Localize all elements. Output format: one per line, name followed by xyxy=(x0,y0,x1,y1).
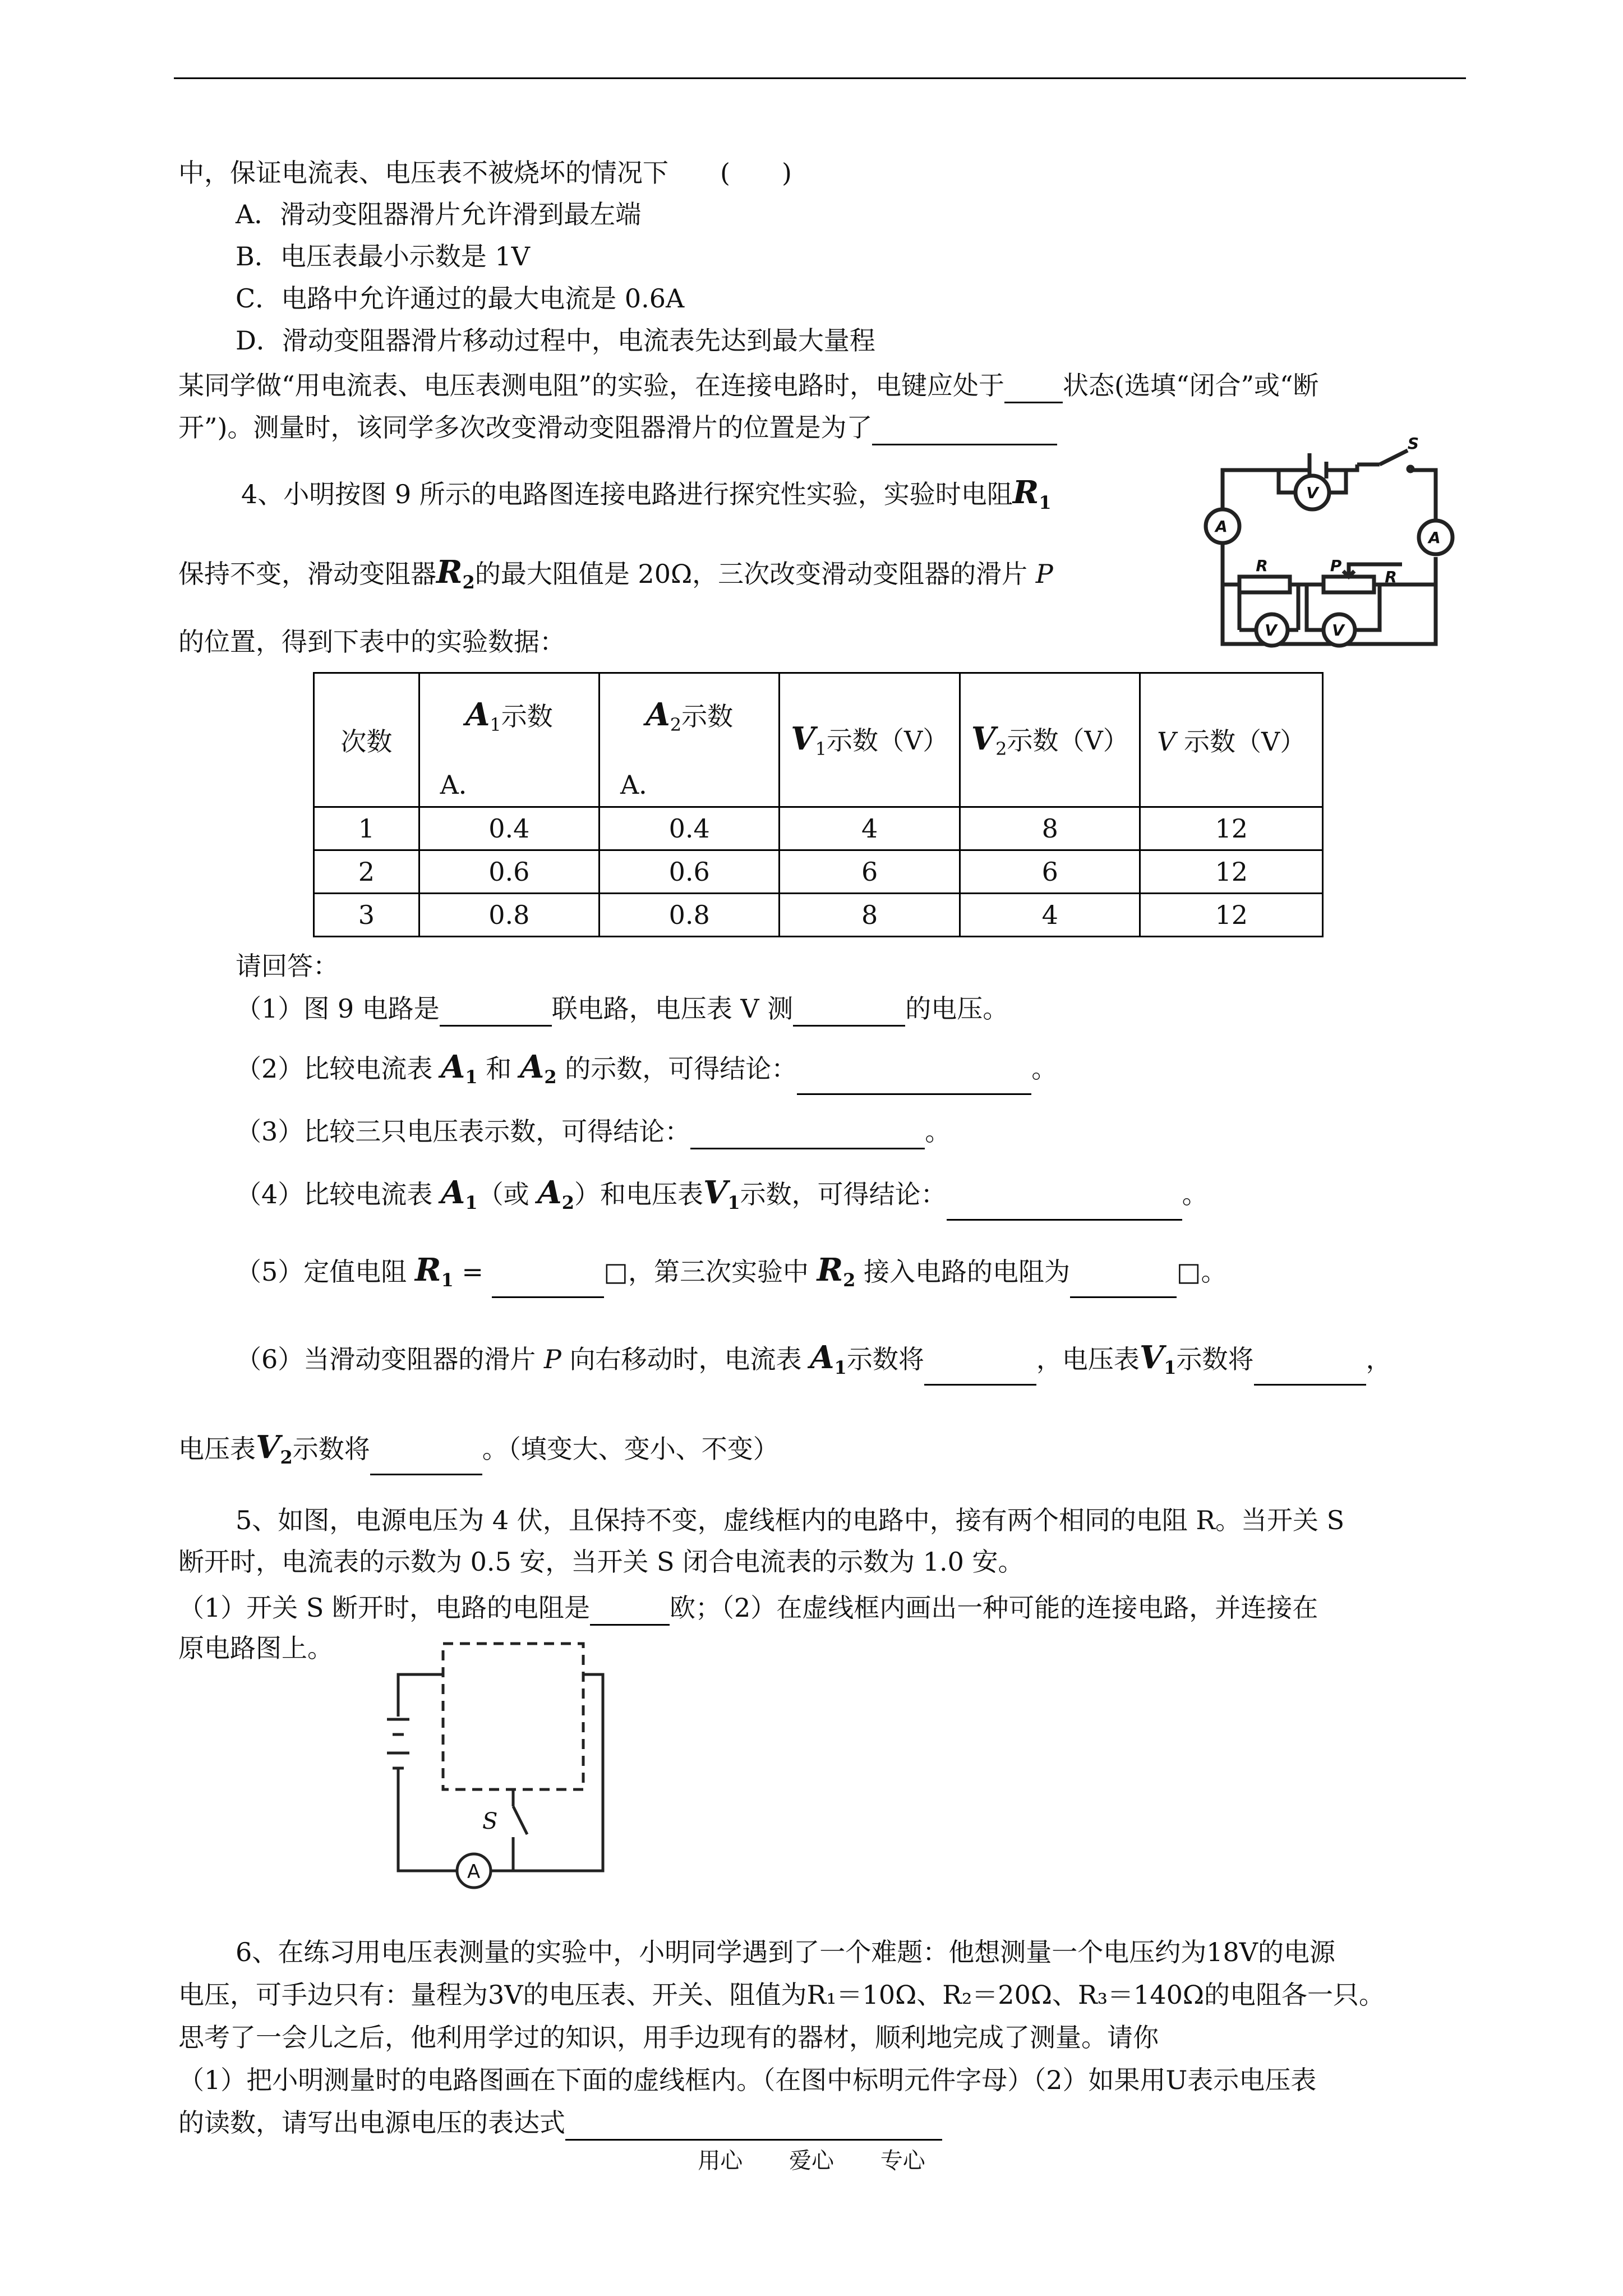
fig9-v1-label: V xyxy=(1265,621,1277,639)
cell: 0.4 xyxy=(419,807,599,850)
cell: 8 xyxy=(960,807,1140,850)
cell: 0.4 xyxy=(600,807,780,850)
blank[interactable] xyxy=(1070,1268,1177,1298)
q4-sub-6: （6）当滑动变阻器的滑片 P 向右移动时，电流表 $A_1$示数将 ，电压表$V_1$示数将 ， xyxy=(236,1340,1392,1386)
cell: 12 xyxy=(1140,850,1323,894)
blank[interactable] xyxy=(1254,1356,1366,1386)
extra-line-1: 某同学做“用电流表、电压表测电阻”的实验，在连接电路时，电键应处于 状态(选填“闭合”或“断 xyxy=(178,367,1319,403)
q5-ammeter-label: A xyxy=(467,1861,481,1883)
cell: 2 xyxy=(314,850,419,894)
q4-sub-2: （2）比较电流表 $A_1$ 和 $A_2$ 的示数，可得结论： 。 xyxy=(236,1049,1057,1095)
blank[interactable] xyxy=(370,1446,482,1475)
fig9-r1-label: R xyxy=(1256,556,1268,575)
fig9-s-label: S xyxy=(1407,436,1419,453)
table-header-row xyxy=(314,673,1323,807)
fig9-v2-label: V xyxy=(1332,621,1344,639)
cell: 12 xyxy=(1140,894,1323,937)
q4-sub-6-cont: 电压表$V_2$示数将 。（填变大、变小、不变） xyxy=(178,1429,779,1475)
table-row xyxy=(314,850,1323,894)
table-row xyxy=(314,894,1323,937)
q4-sub-5: （5）定值电阻 $R_1$ = □，第三次实验中 $R_2$ 接入电路的电阻为 □。 xyxy=(236,1252,1227,1298)
blank[interactable] xyxy=(590,1596,670,1626)
cell: 3 xyxy=(314,894,419,937)
header-rule xyxy=(174,77,1466,79)
blank[interactable] xyxy=(924,1356,1036,1386)
blank[interactable] xyxy=(797,1065,1031,1095)
blank[interactable] xyxy=(690,1120,925,1149)
q5-circuit-figure xyxy=(387,1638,628,1902)
q6-line-2: 电压，可手边只有：量程为3V的电压表、开关、阻值为R₁＝10Ω、R₂＝20Ω、R₃＝140Ω的电阻各一只。 xyxy=(178,1980,1385,2010)
q6-line-3: 思考了一会儿之后，他利用学过的知识，用手边现有的器材，顺利地完成了测量。请你 xyxy=(178,2022,1159,2053)
q4-answer-prompt: 请回答： xyxy=(236,951,339,981)
q5-line-1: 5、如图，电源电压为 4 伏，且保持不变，虚线框内的电路中，接有两个相同的电阻 R。当开关 S xyxy=(236,1505,1345,1535)
cell: 6 xyxy=(960,850,1140,894)
q6-line-4: （1）把小明测量时的电路图画在下面的虚线框内。（在图中标明元件字母）（2）如果用U表示电压表 xyxy=(178,2065,1317,2095)
q5-line-2: 断开时，电流表的示数为 0.5 安，当开关 S 闭合电流表的示数为 1.0 安。 xyxy=(178,1547,1024,1577)
header-count: 次数 xyxy=(314,673,419,807)
q3-option-a: A．滑动变阻器滑片允许滑到最左端 xyxy=(236,199,642,229)
fig9-a2-label: A xyxy=(1428,528,1441,547)
blank[interactable] xyxy=(947,1191,1182,1221)
fig9-v-label: V xyxy=(1306,484,1318,502)
blank[interactable] xyxy=(565,2111,942,2141)
q4-sub-4: （4）比较电流表 $A_1$（或 $A_2$）和电压表$V_1$示数，可得结论： 。 xyxy=(236,1175,1208,1221)
blank[interactable] xyxy=(492,1268,604,1298)
blank[interactable] xyxy=(1004,374,1063,403)
page-footer: 用心 爱心 专心 xyxy=(698,2148,925,2174)
q4-line-1: 4、小明按图 9 所示的电路图连接电路进行探究性实验，实验时电阻$R_1$ xyxy=(241,474,1052,513)
q3-option-d: D．滑动变阻器滑片移动过程中，电流表先达到最大量程 xyxy=(236,325,875,356)
figure-9-circuit xyxy=(1166,436,1469,672)
cell: 1 xyxy=(314,807,419,850)
q4-sub-3: （3）比较三只电压表示数，可得结论： 。 xyxy=(236,1114,951,1149)
extra-line-2: 开”)。测量时，该同学多次改变滑动变阻器滑片的位置是为了 xyxy=(178,409,1057,445)
cell: 8 xyxy=(780,894,960,937)
q5-line-3: （1）开关 S 断开时，电路的电阻是 欧；（2）在虚线框内画出一种可能的连接电路，并连接在 xyxy=(178,1590,1318,1626)
header-v2: $V_2$示数（V） xyxy=(960,673,1140,807)
fig9-r2-label: R xyxy=(1385,568,1397,586)
data-table xyxy=(313,672,1324,937)
q6-line-5: 的读数，请写出电源电压的表达式 xyxy=(178,2105,942,2141)
header-v1: $V_1$示数（V） xyxy=(780,673,960,807)
q3-option-c: C．电路中允许通过的最大电流是 0.6A xyxy=(236,283,685,314)
q5-switch-label: S xyxy=(482,1809,498,1834)
blank[interactable] xyxy=(440,997,552,1027)
q6-line-1: 6、在练习用电压表测量的实验中，小明同学遇到了一个难题：他想测量一个电压约为18V的电源 xyxy=(236,1937,1336,1967)
cell: 0.8 xyxy=(600,894,780,937)
q3-option-b: B．电压表最小示数是 1V xyxy=(236,241,530,272)
q5-line-4: 原电路图上。 xyxy=(178,1633,333,1663)
header-v: V 示数（V） xyxy=(1140,673,1323,807)
q4-line-3: 的位置，得到下表中的实验数据： xyxy=(178,627,565,657)
cell: 12 xyxy=(1140,807,1323,850)
blank[interactable] xyxy=(872,416,1057,445)
cell: 0.6 xyxy=(600,850,780,894)
cell: 4 xyxy=(960,894,1140,937)
header-a1: $A_1$示数 A． xyxy=(419,673,599,807)
blank[interactable] xyxy=(793,997,905,1027)
q4-sub-1: （1）图 9 电路是 联电路，电压表 V 测 的电压。 xyxy=(236,991,1008,1027)
q4-line-2: 保持不变，滑动变阻器$R_2$的最大阻值是 20Ω，三次改变滑动变阻器的滑片 P xyxy=(178,554,1053,593)
cell: 6 xyxy=(780,850,960,894)
q3-line: 中，保证电流表、电压表不被烧坏的情况下 ( ) xyxy=(178,158,792,188)
cell: 0.6 xyxy=(419,850,599,894)
table-row xyxy=(314,807,1323,850)
header-a2: $A_2$示数 A． xyxy=(600,673,780,807)
fig9-a1-label: A xyxy=(1215,517,1228,536)
cell: 0.8 xyxy=(419,894,599,937)
fig9-p-label: P xyxy=(1330,556,1342,575)
cell: 4 xyxy=(780,807,960,850)
